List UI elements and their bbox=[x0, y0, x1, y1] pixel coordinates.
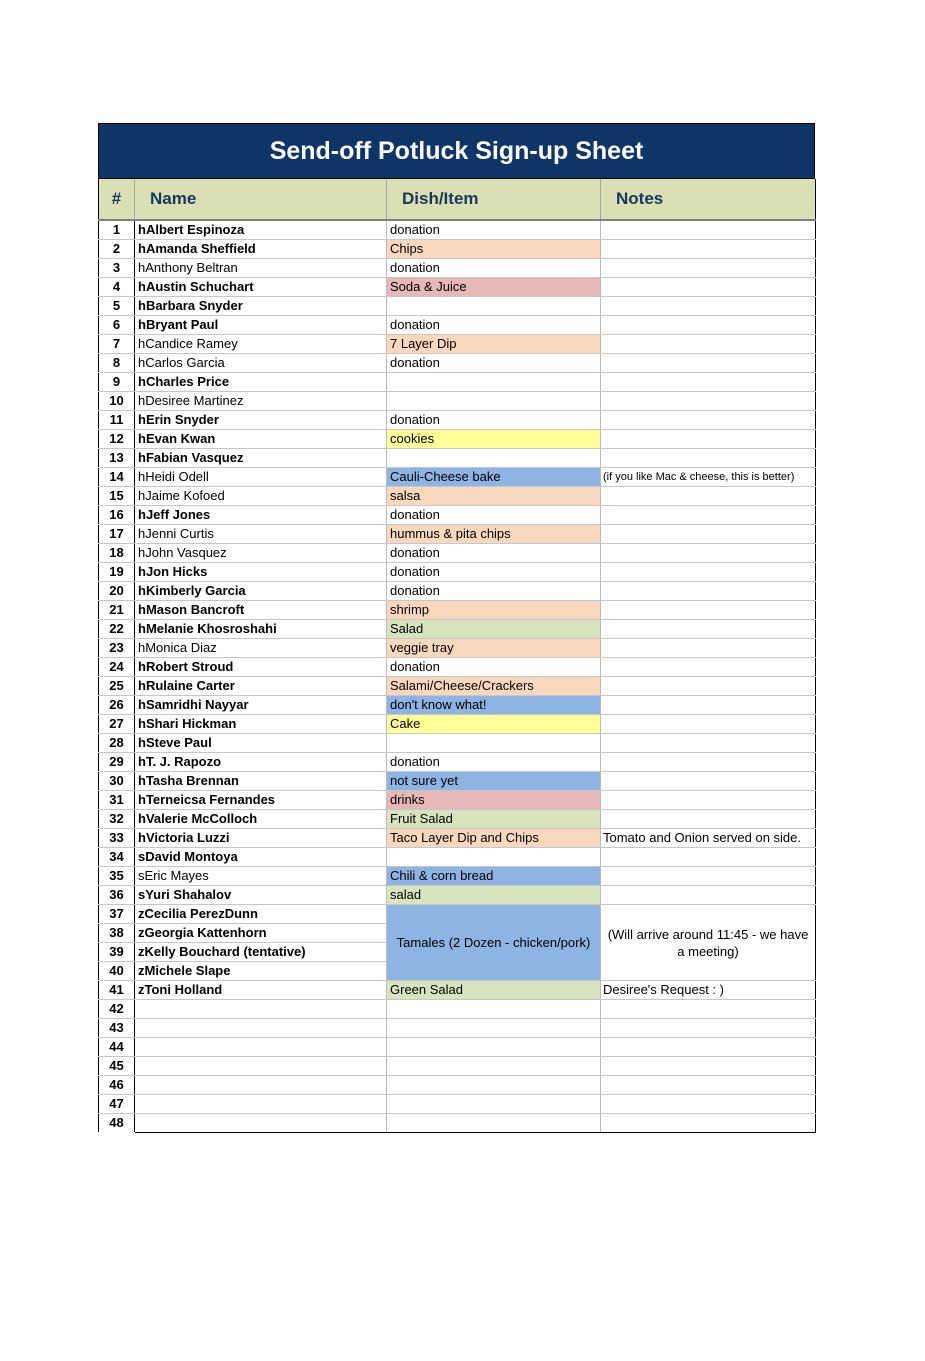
dish-cell[interactable]: Fruit Salad bbox=[387, 810, 601, 829]
notes-cell[interactable] bbox=[601, 335, 816, 354]
notes-cell[interactable] bbox=[601, 1019, 816, 1038]
table-row bbox=[99, 696, 816, 715]
dish-cell[interactable]: donation bbox=[387, 506, 601, 525]
table-row bbox=[99, 867, 816, 886]
table-row bbox=[99, 582, 816, 601]
header-notes: Notes bbox=[601, 179, 816, 220]
row-number: 15 bbox=[99, 487, 135, 506]
notes-cell[interactable] bbox=[601, 867, 816, 886]
row-number: 33 bbox=[99, 829, 135, 848]
notes-cell[interactable] bbox=[601, 278, 816, 297]
table-row bbox=[99, 1038, 816, 1057]
table-row bbox=[99, 354, 816, 373]
table-row bbox=[99, 1076, 816, 1095]
notes-cell[interactable] bbox=[601, 601, 816, 620]
table-row bbox=[99, 1114, 816, 1133]
row-number: 17 bbox=[99, 525, 135, 544]
header-name: Name bbox=[135, 179, 387, 220]
row-number: 36 bbox=[99, 886, 135, 905]
notes-cell[interactable] bbox=[601, 392, 816, 411]
row-number: 40 bbox=[99, 962, 135, 981]
row-number: 32 bbox=[99, 810, 135, 829]
table-row bbox=[99, 791, 816, 810]
table-row bbox=[99, 848, 816, 867]
table-row bbox=[99, 829, 816, 848]
notes-cell[interactable] bbox=[601, 1114, 816, 1133]
name-cell[interactable]: hValerie McColloch bbox=[135, 810, 387, 829]
notes-cell[interactable] bbox=[601, 240, 816, 259]
notes-cell[interactable] bbox=[601, 696, 816, 715]
row-number: 23 bbox=[99, 639, 135, 658]
name-cell[interactable] bbox=[135, 1095, 387, 1114]
table-row bbox=[99, 220, 816, 240]
dish-cell[interactable] bbox=[387, 373, 601, 392]
row-number: 41 bbox=[99, 981, 135, 1000]
name-cell[interactable] bbox=[135, 1076, 387, 1095]
row-number: 34 bbox=[99, 848, 135, 867]
table-row bbox=[99, 753, 816, 772]
name-cell[interactable]: zCecilia PerezDunn bbox=[135, 905, 387, 924]
dish-cell[interactable]: donation bbox=[387, 354, 601, 373]
row-number: 25 bbox=[99, 677, 135, 696]
name-cell[interactable]: zKelly Bouchard (tentative) bbox=[135, 943, 387, 962]
row-number: 42 bbox=[99, 1000, 135, 1019]
table-row bbox=[99, 563, 816, 582]
notes-cell[interactable] bbox=[601, 1095, 816, 1114]
dish-cell[interactable]: donation bbox=[387, 658, 601, 677]
table-row bbox=[99, 981, 816, 1000]
table-row bbox=[99, 1019, 816, 1038]
table-row bbox=[99, 316, 816, 335]
dish-cell[interactable]: Cauli-Cheese bake bbox=[387, 468, 601, 487]
dish-cell[interactable] bbox=[387, 1038, 601, 1057]
dish-cell[interactable]: Cake bbox=[387, 715, 601, 734]
name-cell[interactable]: zToni Holland bbox=[135, 981, 387, 1000]
notes-cell[interactable] bbox=[601, 563, 816, 582]
name-cell[interactable]: hJohn Vasquez bbox=[135, 544, 387, 563]
table-row bbox=[99, 639, 816, 658]
dish-cell[interactable]: donation bbox=[387, 753, 601, 772]
table-row bbox=[99, 335, 816, 354]
row-number: 5 bbox=[99, 297, 135, 316]
dish-cell[interactable]: veggie tray bbox=[387, 639, 601, 658]
notes-cell[interactable] bbox=[601, 449, 816, 468]
dish-cell[interactable]: Tamales (2 Dozen - chicken/pork) bbox=[387, 905, 601, 981]
name-cell[interactable]: hHeidi Odell bbox=[135, 468, 387, 487]
row-number: 11 bbox=[99, 411, 135, 430]
notes-cell[interactable] bbox=[601, 1000, 816, 1019]
name-cell[interactable]: hSamridhi Nayyar bbox=[135, 696, 387, 715]
name-cell[interactable]: sEric Mayes bbox=[135, 867, 387, 886]
dish-cell[interactable]: Taco Layer Dip and Chips bbox=[387, 829, 601, 848]
name-cell[interactable] bbox=[135, 1057, 387, 1076]
name-cell[interactable]: hEvan Kwan bbox=[135, 430, 387, 449]
row-number: 38 bbox=[99, 924, 135, 943]
table-row bbox=[99, 601, 816, 620]
dish-cell[interactable]: donation bbox=[387, 220, 601, 240]
dish-cell[interactable] bbox=[387, 1114, 601, 1133]
notes-cell[interactable] bbox=[601, 259, 816, 278]
row-number: 30 bbox=[99, 772, 135, 791]
notes-cell[interactable] bbox=[601, 734, 816, 753]
row-number: 37 bbox=[99, 905, 135, 924]
notes-cell[interactable] bbox=[601, 620, 816, 639]
row-number: 10 bbox=[99, 392, 135, 411]
name-cell[interactable]: hJon Hicks bbox=[135, 563, 387, 582]
table-row bbox=[99, 677, 816, 696]
notes-cell[interactable] bbox=[601, 582, 816, 601]
name-cell[interactable]: hFabian Vasquez bbox=[135, 449, 387, 468]
row-number: 12 bbox=[99, 430, 135, 449]
row-number: 13 bbox=[99, 449, 135, 468]
row-number: 26 bbox=[99, 696, 135, 715]
dish-cell[interactable]: salsa bbox=[387, 487, 601, 506]
table-row bbox=[99, 715, 816, 734]
notes-cell[interactable] bbox=[601, 373, 816, 392]
dish-cell[interactable] bbox=[387, 449, 601, 468]
table-row bbox=[99, 772, 816, 791]
header-num: # bbox=[99, 179, 135, 220]
row-number: 24 bbox=[99, 658, 135, 677]
table-row bbox=[99, 259, 816, 278]
name-cell[interactable]: hErin Snyder bbox=[135, 411, 387, 430]
dish-cell[interactable]: donation bbox=[387, 544, 601, 563]
row-number: 47 bbox=[99, 1095, 135, 1114]
row-number: 21 bbox=[99, 601, 135, 620]
name-cell[interactable]: hBryant Paul bbox=[135, 316, 387, 335]
name-cell[interactable]: hAnthony Beltran bbox=[135, 259, 387, 278]
notes-cell[interactable] bbox=[601, 1038, 816, 1057]
notes-cell[interactable] bbox=[601, 525, 816, 544]
name-cell[interactable]: hSteve Paul bbox=[135, 734, 387, 753]
name-cell[interactable]: hKimberly Garcia bbox=[135, 582, 387, 601]
dish-cell[interactable]: drinks bbox=[387, 791, 601, 810]
sheet-title: Send-off Potluck Sign-up Sheet bbox=[98, 123, 815, 179]
row-number: 4 bbox=[99, 278, 135, 297]
notes-cell[interactable] bbox=[601, 544, 816, 563]
dish-cell[interactable]: Chips bbox=[387, 240, 601, 259]
row-number: 9 bbox=[99, 373, 135, 392]
dish-cell[interactable]: not sure yet bbox=[387, 772, 601, 791]
table-row bbox=[99, 1095, 816, 1114]
row-number: 6 bbox=[99, 316, 135, 335]
table-row bbox=[99, 734, 816, 753]
dish-cell[interactable]: salad bbox=[387, 886, 601, 905]
dish-cell[interactable] bbox=[387, 734, 601, 753]
table-row bbox=[99, 430, 816, 449]
notes-cell[interactable]: (if you like Mac & cheese, this is better) bbox=[601, 468, 816, 487]
table-row bbox=[99, 487, 816, 506]
name-cell[interactable]: hMason Bancroft bbox=[135, 601, 387, 620]
row-number: 1 bbox=[99, 220, 135, 240]
name-cell[interactable]: hCharles Price bbox=[135, 373, 387, 392]
row-number: 45 bbox=[99, 1057, 135, 1076]
dish-cell[interactable]: 7 Layer Dip bbox=[387, 335, 601, 354]
dish-cell[interactable]: Green Salad bbox=[387, 981, 601, 1000]
name-cell[interactable]: sDavid Montoya bbox=[135, 848, 387, 867]
name-cell[interactable] bbox=[135, 1114, 387, 1133]
notes-cell[interactable] bbox=[601, 886, 816, 905]
dish-cell[interactable] bbox=[387, 392, 601, 411]
dish-cell[interactable]: Soda & Juice bbox=[387, 278, 601, 297]
name-cell[interactable]: hTerneicsa Fernandes bbox=[135, 791, 387, 810]
dish-cell[interactable]: Chili & corn bread bbox=[387, 867, 601, 886]
row-number: 8 bbox=[99, 354, 135, 373]
row-number: 2 bbox=[99, 240, 135, 259]
row-number: 14 bbox=[99, 468, 135, 487]
notes-cell[interactable]: Desiree's Request : ) bbox=[601, 981, 816, 1000]
name-cell[interactable]: hVictoria Luzzi bbox=[135, 829, 387, 848]
row-number: 39 bbox=[99, 943, 135, 962]
dish-cell[interactable] bbox=[387, 1000, 601, 1019]
dish-cell[interactable]: hummus & pita chips bbox=[387, 525, 601, 544]
notes-cell[interactable] bbox=[601, 810, 816, 829]
name-cell[interactable]: hBarbara Snyder bbox=[135, 297, 387, 316]
dish-cell[interactable] bbox=[387, 1095, 601, 1114]
table-row bbox=[99, 240, 816, 259]
table-row bbox=[99, 1000, 816, 1019]
name-cell[interactable]: hAustin Schuchart bbox=[135, 278, 387, 297]
row-number: 28 bbox=[99, 734, 135, 753]
row-number: 31 bbox=[99, 791, 135, 810]
dish-cell[interactable]: Salad bbox=[387, 620, 601, 639]
name-cell[interactable] bbox=[135, 1019, 387, 1038]
name-cell[interactable]: hDesiree Martinez bbox=[135, 392, 387, 411]
row-number: 22 bbox=[99, 620, 135, 639]
dish-cell[interactable]: Salami/Cheese/Crackers bbox=[387, 677, 601, 696]
notes-cell[interactable]: Tomato and Onion served on side. bbox=[601, 829, 816, 848]
name-cell[interactable]: zGeorgia Kattenhorn bbox=[135, 924, 387, 943]
table-row bbox=[99, 544, 816, 563]
notes-cell[interactable] bbox=[601, 791, 816, 810]
notes-cell[interactable] bbox=[601, 1057, 816, 1076]
header-dish: Dish/Item bbox=[387, 179, 601, 220]
dish-cell[interactable]: donation bbox=[387, 259, 601, 278]
notes-cell[interactable] bbox=[601, 487, 816, 506]
name-cell[interactable]: hRulaine Carter bbox=[135, 677, 387, 696]
name-cell[interactable]: hCarlos Garcia bbox=[135, 354, 387, 373]
table-row bbox=[99, 810, 816, 829]
row-number: 35 bbox=[99, 867, 135, 886]
row-number: 43 bbox=[99, 1019, 135, 1038]
name-cell[interactable]: zMichele Slape bbox=[135, 962, 387, 981]
table-row bbox=[99, 392, 816, 411]
notes-cell[interactable] bbox=[601, 677, 816, 696]
dish-cell[interactable] bbox=[387, 1057, 601, 1076]
row-number: 7 bbox=[99, 335, 135, 354]
dish-cell[interactable]: shrimp bbox=[387, 601, 601, 620]
notes-cell[interactable] bbox=[601, 753, 816, 772]
notes-cell[interactable] bbox=[601, 772, 816, 791]
dish-cell[interactable]: donation bbox=[387, 582, 601, 601]
dish-cell[interactable]: don't know what! bbox=[387, 696, 601, 715]
dish-cell[interactable]: donation bbox=[387, 563, 601, 582]
name-cell[interactable]: hAlbert Espinoza bbox=[135, 220, 387, 240]
name-cell[interactable]: sYuri Shahalov bbox=[135, 886, 387, 905]
table-row bbox=[99, 620, 816, 639]
name-cell[interactable] bbox=[135, 1000, 387, 1019]
name-cell[interactable]: hT. J. Rapozo bbox=[135, 753, 387, 772]
notes-cell[interactable] bbox=[601, 411, 816, 430]
dish-cell[interactable]: cookies bbox=[387, 430, 601, 449]
table-row bbox=[99, 468, 816, 487]
row-number: 3 bbox=[99, 259, 135, 278]
row-number: 19 bbox=[99, 563, 135, 582]
name-cell[interactable]: hJeff Jones bbox=[135, 506, 387, 525]
notes-cell[interactable] bbox=[601, 715, 816, 734]
header-row bbox=[99, 179, 816, 220]
notes-cell[interactable] bbox=[601, 220, 816, 240]
notes-cell[interactable] bbox=[601, 658, 816, 677]
notes-cell[interactable] bbox=[601, 430, 816, 449]
row-number: 44 bbox=[99, 1038, 135, 1057]
dish-cell[interactable] bbox=[387, 848, 601, 867]
name-cell[interactable]: hTasha Brennan bbox=[135, 772, 387, 791]
table-row bbox=[99, 886, 816, 905]
name-cell[interactable] bbox=[135, 1038, 387, 1057]
name-cell[interactable]: hShari Hickman bbox=[135, 715, 387, 734]
name-cell[interactable]: hMelanie Khosroshahi bbox=[135, 620, 387, 639]
name-cell[interactable]: hCandice Ramey bbox=[135, 335, 387, 354]
row-number: 16 bbox=[99, 506, 135, 525]
notes-cell[interactable]: (Will arrive around 11:45 - we have a meeting) bbox=[601, 905, 816, 981]
dish-cell[interactable] bbox=[387, 1076, 601, 1095]
notes-cell[interactable] bbox=[601, 354, 816, 373]
table-row bbox=[99, 297, 816, 316]
row-number: 18 bbox=[99, 544, 135, 563]
dish-cell[interactable] bbox=[387, 1019, 601, 1038]
notes-cell[interactable] bbox=[601, 506, 816, 525]
name-cell[interactable]: hMonica Diaz bbox=[135, 639, 387, 658]
table-row bbox=[99, 658, 816, 677]
row-number: 20 bbox=[99, 582, 135, 601]
row-number: 46 bbox=[99, 1076, 135, 1095]
row-number: 29 bbox=[99, 753, 135, 772]
table-row bbox=[99, 506, 816, 525]
table-row bbox=[99, 1057, 816, 1076]
signup-table bbox=[98, 179, 816, 1133]
row-number: 27 bbox=[99, 715, 135, 734]
notes-cell[interactable] bbox=[601, 1076, 816, 1095]
notes-cell[interactable] bbox=[601, 848, 816, 867]
table-row bbox=[99, 373, 816, 392]
name-cell[interactable]: hJenni Curtis bbox=[135, 525, 387, 544]
notes-cell[interactable] bbox=[601, 316, 816, 335]
row-number: 48 bbox=[99, 1114, 135, 1133]
table-row bbox=[99, 525, 816, 544]
notes-cell[interactable] bbox=[601, 639, 816, 658]
name-cell[interactable]: hAmanda Sheffield bbox=[135, 240, 387, 259]
name-cell[interactable]: hRobert Stroud bbox=[135, 658, 387, 677]
notes-cell[interactable] bbox=[601, 297, 816, 316]
table-row bbox=[99, 278, 816, 297]
table-row bbox=[99, 449, 816, 468]
dish-cell[interactable] bbox=[387, 297, 601, 316]
dish-cell[interactable]: donation bbox=[387, 411, 601, 430]
dish-cell[interactable]: donation bbox=[387, 316, 601, 335]
name-cell[interactable]: hJaime Kofoed bbox=[135, 487, 387, 506]
table-row bbox=[99, 411, 816, 430]
table-row bbox=[99, 905, 816, 924]
